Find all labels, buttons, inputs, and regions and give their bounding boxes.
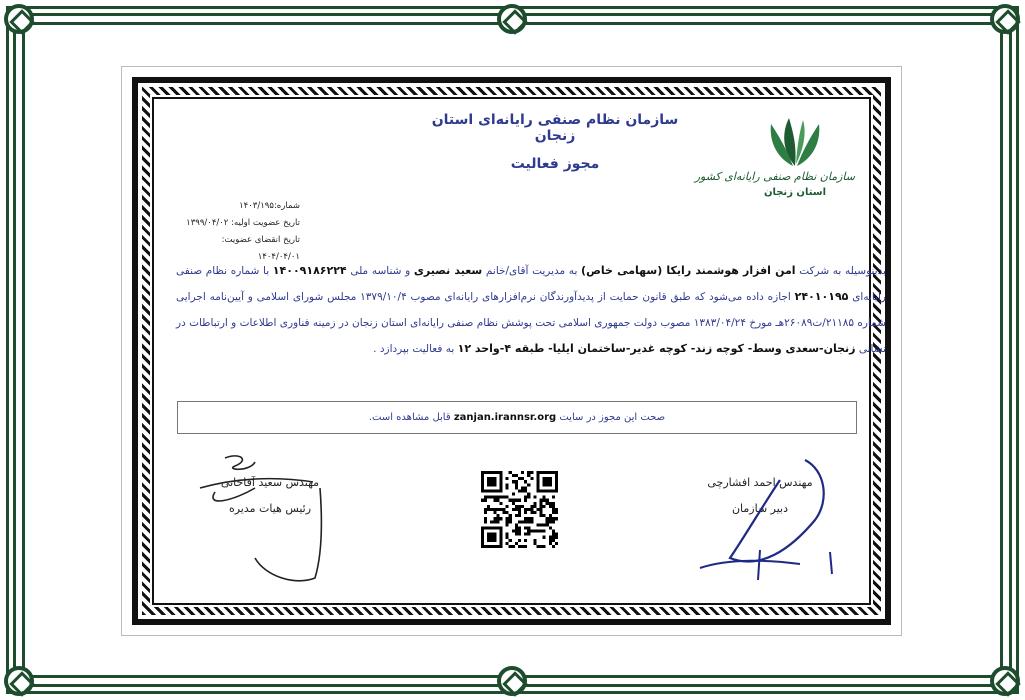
first-membership-date: تاریخ عضویت اولیه: ۱۳۹۹/۰۴/۰۲ — [186, 218, 300, 228]
business-address: زنجان-سعدی وسط- کوچه زند- کوچه غدیر-ساختمان ایلیا- طبقه ۴-واحد ۱۲ — [457, 342, 856, 355]
secretary-name: مهندس احمد افشارچی — [707, 476, 813, 489]
verify-text-after: قابل مشاهده است. — [368, 412, 451, 423]
certificate-meta — [180, 198, 300, 266]
corner-knot-icon — [4, 666, 34, 696]
leaf-emblem-icon — [763, 112, 827, 168]
border-knot-icon — [497, 4, 527, 34]
national-id: ۱۴۰۰۹۱۸۶۲۲۴ — [272, 264, 347, 277]
manager-name: سعید نصیری — [413, 264, 483, 277]
secretary-signature-icon — [690, 440, 840, 590]
chairman-signature-icon — [195, 448, 335, 588]
verification-qr-code[interactable] — [481, 471, 558, 548]
body-text-3: و شناسه ملی — [350, 265, 411, 277]
guild-number: ۲۴۰۱۰۱۹۵ — [794, 290, 849, 303]
corner-knot-icon — [990, 666, 1020, 696]
qr-code-icon — [481, 471, 558, 548]
organization-logo — [694, 112, 855, 222]
organization-title: سازمان نظام صنفی رایانه‌ای استان زنجان — [431, 112, 679, 144]
body-text-1: بدینوسیله به شرکت — [799, 265, 887, 277]
verify-site-link[interactable]: zanjan.irannsr.org — [453, 412, 557, 423]
company-name: امن افزار هوشمند رایکا (سهامی خاص) — [581, 264, 796, 277]
body-text-5: اجازه داده می‌شود که طبق قانون حمایت از پدیدآورندگان نرم‌افزارهای رایانه‌ای مصوب ۱۳۷۹/۱۰/۴ مجلس شورای اسلامی و آیین‌نامه اجرایی شماره ۲۱۱۸۵/ت۲۶۰۸۹هـ مورخ ۱۳۸۳/۰۴/۲۴ مصوب دولت جمهوری اسلامی تحت پوشش نظام صنفی رایانه‌ای استان زنجان در زمینه فناوری اطلاعات و ارتباطات در نشانی — [176, 291, 886, 355]
logo-province: استان زنجان — [763, 187, 827, 198]
expiry-date: تاریخ انقضای عضویت: ۱۴۰۴/۰۴/۰۱ — [221, 235, 300, 262]
chairman-title: رئیس هیات مدیره — [228, 502, 312, 515]
body-text-6: به فعالیت بپردازد . — [373, 343, 455, 355]
body-text-2: به مدیریت آقای/خانم — [485, 265, 578, 277]
corner-knot-icon — [4, 4, 34, 34]
verify-text-before: صحت این مجوز در سایت — [559, 412, 666, 423]
certificate-subtitle: مجوز فعالیت — [510, 156, 600, 172]
verification-box — [177, 401, 857, 434]
certificate-header — [425, 112, 685, 172]
certificate-body — [176, 258, 886, 362]
chairman-name: مهندس سعید آقاخانی — [220, 476, 320, 489]
border-knot-icon — [497, 666, 527, 696]
secretary-title: دبیر سازمان — [731, 502, 789, 515]
corner-knot-icon — [990, 4, 1020, 34]
logo-org-name: سازمان نظام صنفی رایانه‌ای کشور — [694, 170, 855, 183]
certificate-number: شماره:۱۴۰۳/۱۹۵ — [239, 201, 300, 211]
body-text-4: با شماره نظام صنفی رایانه‌ای — [176, 265, 886, 303]
